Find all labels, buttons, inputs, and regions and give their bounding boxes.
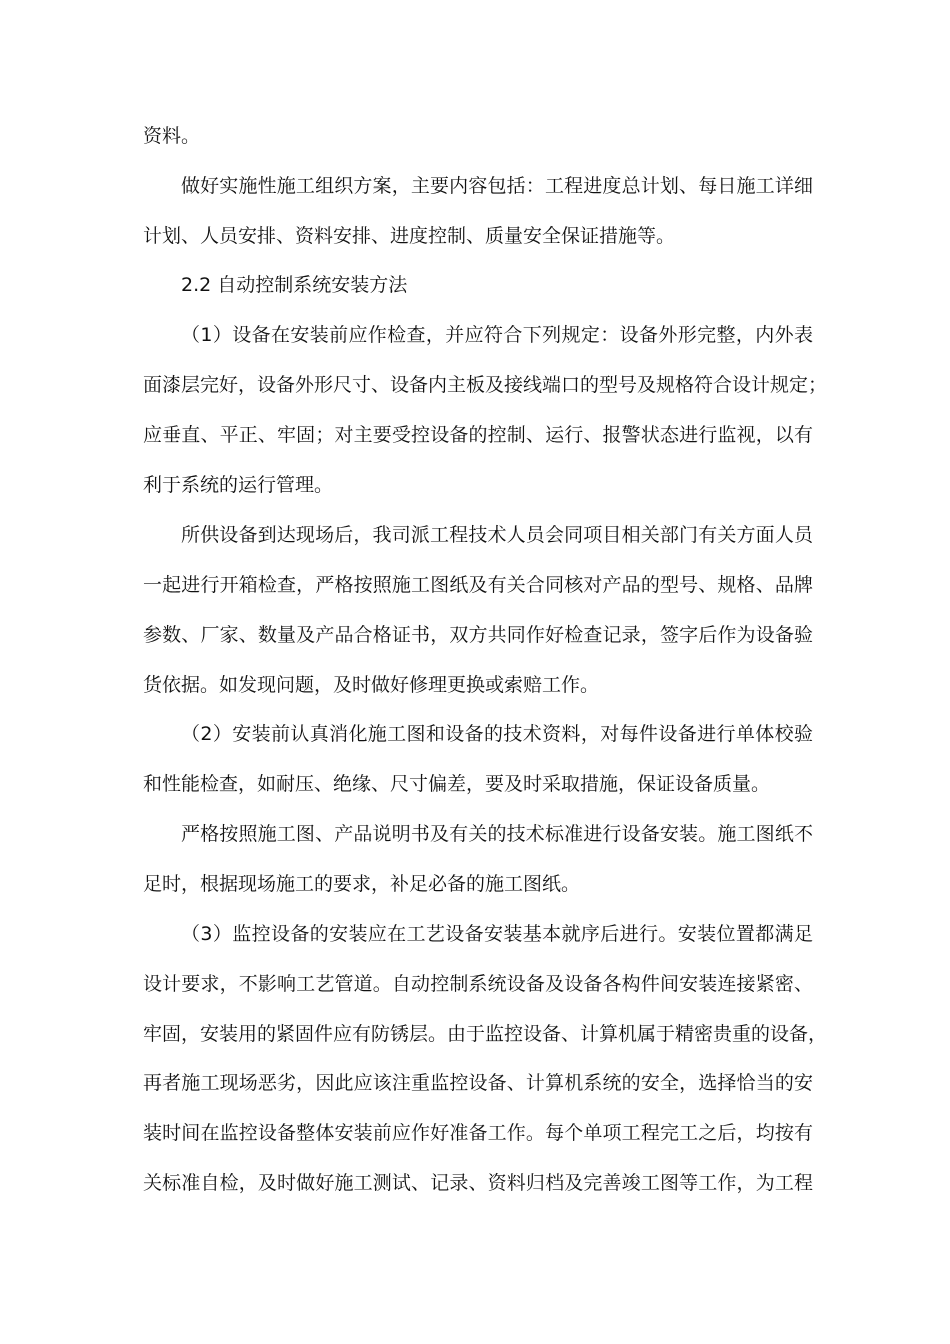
text-line: （1）设备在安装前应作检查，并应符合下列规定：设备外形完整，内外表 xyxy=(181,324,813,346)
text-line: 牢固，安装用的紧固件应有防锈层。由于监控设备、计算机属于精密贵重的设备， xyxy=(143,1023,828,1045)
text-line: 严格按照施工图、产品说明书及有关的技术标准进行设备安装。施工图纸不 xyxy=(181,823,813,845)
section-heading: 2.2 自动控制系统安装方法 xyxy=(181,274,408,296)
text-line: 货依据。如发现问题，及时做好修理更换或索赔工作。 xyxy=(143,674,600,696)
text-line: 参数、厂家、数量及产品合格证书，双方共同作好检查记录，签字后作为设备验 xyxy=(143,624,813,646)
text-line: 计划、人员安排、资料安排、进度控制、质量安全保证措施等。 xyxy=(143,225,676,247)
text-line: 所供设备到达现场后，我司派工程技术人员会同项目相关部门有关方面人员 xyxy=(181,524,813,546)
text-line: 再者施工现场恶劣，因此应该注重监控设备、计算机系统的安全，选择恰当的安 xyxy=(143,1072,813,1094)
text-line: 做好实施性施工组织方案，主要内容包括：工程进度总计划、每日施工详细 xyxy=(181,175,813,197)
text-line: 关标准自检，及时做好施工测试、记录、资料归档及完善竣工图等工作，为工程 xyxy=(143,1172,813,1194)
text-line: 面漆层完好，设备外形尺寸、设备内主板及接线端口的型号及规格符合设计规定； xyxy=(143,374,828,396)
text-line: 资料。 xyxy=(143,125,201,147)
text-line: 利于系统的运行管理。 xyxy=(143,474,334,496)
text-line: 足时，根据现场施工的要求，补足必备的施工图纸。 xyxy=(143,873,581,895)
text-line: 装时间在监控设备整体安装前应作好准备工作。每个单项工程完工之后，均按有 xyxy=(143,1122,813,1144)
text-line: （2）安装前认真消化施工图和设备的技术资料，对每件设备进行单体校验 xyxy=(181,723,813,745)
text-line: 一起进行开箱检查，严格按照施工图纸及有关合同核对产品的型号、规格、品牌 xyxy=(143,574,813,596)
text-line: （3）监控设备的安装应在工艺设备安装基本就序后进行。安装位置都满足 xyxy=(181,923,813,945)
text-line: 设计要求，不影响工艺管道。自动控制系统设备及设备各构件间安装连接紧密、 xyxy=(143,973,813,995)
text-line: 和性能检查，如耐压、绝缘、尺寸偏差，要及时采取措施，保证设备质量。 xyxy=(143,773,771,795)
text-line: 应垂直、平正、牢固；对主要受控设备的控制、运行、报警状态进行监视，以有 xyxy=(143,424,813,446)
